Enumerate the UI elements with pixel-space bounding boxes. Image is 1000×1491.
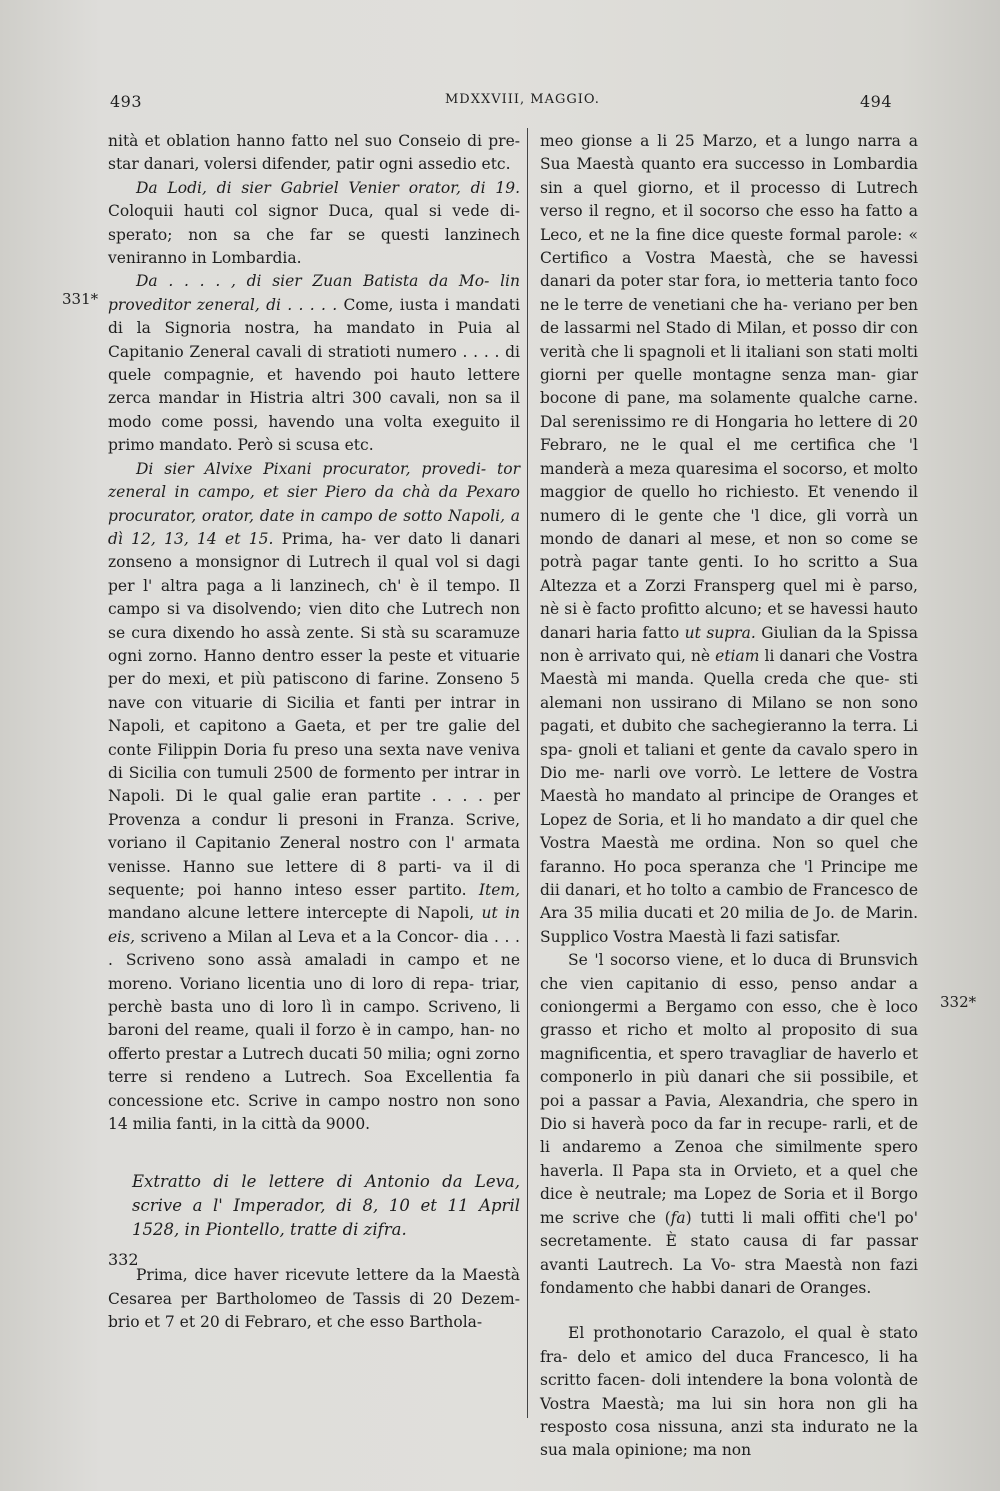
paragraph-text: ) tutti li mali offiti che'l po' secretamente. È stato causa di far passar avanti Lautrech. La Vo- stra Maestà non fazi fondamento che habbi danari de Oranges. [540, 1208, 919, 1297]
paragraph [108, 270, 520, 457]
paragraph: El prothonotario Carazolo, el qual è stato fra- delo et amico del duca Francesco, li ha scritto facen- doli intendere la bona volontà de Vostra Maestà; ma lui sin hora non gli ha resposto cosa nissuna, anzi sta indurato ne la sua mala opinione; ma non [540, 1324, 918, 1460]
paragraph [108, 458, 520, 1137]
section-heading: Extratto di le lettere di Antonio da Leva, scrive a l' Imperador, di 8, 10 et 11 April 1528, in Piontello, tratte di zifra. [132, 1172, 520, 1240]
paragraph-text: Giulian da la Spissa non è arrivato qui, nè [540, 623, 918, 665]
italic-term: ut supra. [684, 623, 756, 642]
paragraph [540, 949, 918, 1300]
paragraph-text: scriveno a Milan al Leva et a la Concor- dia . . . . Scriveno sono assà amaladi in campo et ne moreno. Voriano licentia uno di loro di repa- triar, perchè basta uno di loro lì in campo. Scriveno, li baroni del reame, quali il forzo è in campo, han- no offerto prestar a Lutrech ducati 50 milia; ogni zorno terre si rendeno a Lutrech. Soa Excellentia fa concessione etc. Scrive in campo nostro non sono 14 milia fanti, in la città da 9000. [108, 927, 520, 1134]
running-title: MDXXVIII, MAGGIO. [445, 92, 600, 107]
paragraph: nità et oblation hanno fatto nel suo Conseio di pre- star danari, volersi difender, patir ogni assedio etc. [108, 132, 520, 174]
letter-heading: Da Lodi, di sier Gabriel Venier orator, di 19. [136, 178, 520, 197]
page-number-right: 494 [860, 92, 893, 111]
left-column [108, 130, 520, 1335]
page-number-left: 493 [110, 92, 143, 111]
paragraph-text: Prima, ha- ver dato li danari zonseno a monsignor di Lutrech il qual vol si dagi per l' altra paga a li lanzinech, ch' è il tempo. Il campo si va disolvendo; vien dito che Lutrech non se cura dixendo ho assà zente. Si stà su scaramuze ogni zorno. Hanno dentro esser la peste et vituarie per do mexi, et più patiscono di farine. Zonseno 5 nave con vituarie di Sicilia et fanti per intrar in Napoli, et capitono a Gaeta, et per tre galie del conte Filippin Doria fu preso una sexta nave veniva di Sicilia con tumuli 2500 de formento per intrar in Napoli. Di le qual galie eran partite . . . . per Provenza a condur li presoni in Franza. Scrive, voriano il Capitanio Zeneral nostro con l' armata venisse. Hanno sue lettere di 8 parti- va il di sequente; poi hanno inteso esser partito. [108, 529, 520, 899]
right-column [540, 130, 918, 1463]
paragraph [108, 177, 520, 271]
paragraph-text: Come, iusta i mandati di la Signoria nostra, ha mandato in Puia al Capitanio Zeneral cavali di stratioti numero . . . . di quele compagnie, et havendo poi hauto lettere zerca mandar in Histria altri 300 cavali, non sa il modo come possi, havendo una volta exeguito il primo mandato. Però si scusa etc. [108, 295, 520, 455]
paragraph [540, 130, 918, 949]
italic-term: ut in eis, [108, 904, 520, 946]
column-divider [527, 128, 528, 1418]
italic-term: Item, [478, 881, 520, 899]
paragraph-text: Se 'l socorso viene, et lo duca di Brunsvich che vien capitanio di esso, penso andar a coniongermi a Bergamo con esso, che è loco grasso et richo et molto al proposito di sua magnificentia, et spero travagliar de haverlo et componerlo in più danari che sii possibile, et poi a passar a Pavia, Alexandria, che spero in Dio si haverà poco da far in recupe- rarli, et de li andaremo a Zenoa che similmente spero haverla. Il Papa sta in Orvieto, et a quel che dice è neutrale; ma Lopez de Soria et il Borgo me scrive che ( [540, 951, 918, 1227]
margin-note-332-right: 332* [940, 993, 977, 1011]
margin-note-332-left: 332 [108, 1250, 139, 1269]
letter-heading: Da . . . . , di sier Zuan Batista da Mo- lin proveditor zeneral, di . . . . . [108, 272, 520, 314]
italic-term: etiam [715, 646, 760, 665]
paragraph: Prima, dice haver ricevute lettere da la Maestà Cesarea per Bartholomeo de Tassis di 20 Dezem- brio et 7 et 20 di Febraro, et che esso Barthola- [108, 1266, 520, 1332]
paragraph-text: meo gionse a li 25 Marzo, et a lungo narra a Sua Maestà quanto era successo in Lombardia sin a quel giorno, et il processo di Lutrech verso il regno, et il socorso che esso ha fatto a Leco, et ne la fine dice queste formal parole: « Certifico a Vostra Maestà, che se havessi danari da poter star fora, io metteria tanto foco ne le terre de venetiani che ha- veriano per ben de lassarmi nel Stado di Milan, et posso dir con verità che li spagnoli et li italiani son stati molti giorni per quelle montagne senza man- giar bocone di pane, ma solamente qualche carne. Dal serenissimo re di Hongaria ho lettere di 20 Febraro, ne le qual el me certifica che 'l manderà a meza quaresima el socorso, et molto maggior de quello ho richiesto. Et venendo il numero di le gente che 'l dice, gli vorrà un mondo de danari al mese, et non so come se potrà pagar tante genti. Io ho scritto a Sua Altezza et a Zorzi Fransperg quel mi è parso, nè si è facto profitto alcuno; et se havessi hauto danari haria fatto [540, 132, 918, 642]
paragraph-text: mandano alcune lettere intercepte di Napoli, [108, 904, 482, 923]
margin-note-331: 331* [62, 290, 99, 308]
paragraph-text: li danari che Vostra Maestà mi manda. Quella creda che que- sti alemani non ussirano di Milano se non sono pagati, et dubito che sachegieranno la terra. Li spa- gnoli et taliani et gente da cavalo spero in Dio me- narli ove vorrò. Le lettere de Vostra Maestà ho mandato al principe de Oranges et Lopez de Soria, et li ho mandato a dir quel che Vostra Maestà me ordina. Non so quel che faranno. Ho poca speranza che 'l Principe me dii danari, et ho tolto a cambio de Francesco de Ara 35 milia ducati et 20 milia de Jo. de Marin. Supplico Vostra Maestà li fazi satisfar. [540, 646, 919, 946]
letter-heading: Di sier Alvixe Pixani procurator, provedi- tor zeneral in campo, et sier Piero da chà da Pexaro procurator, orator, date in campo de sotto Napoli, a dì 12, 13, 14 et 15. [108, 459, 520, 548]
italic-term: fa [670, 1208, 686, 1227]
paragraph-text: Coloquii hauti col signor Duca, qual si vede di- sperato; non sa che far se questi lanzinech veniranno in Lombardia. [108, 202, 520, 268]
